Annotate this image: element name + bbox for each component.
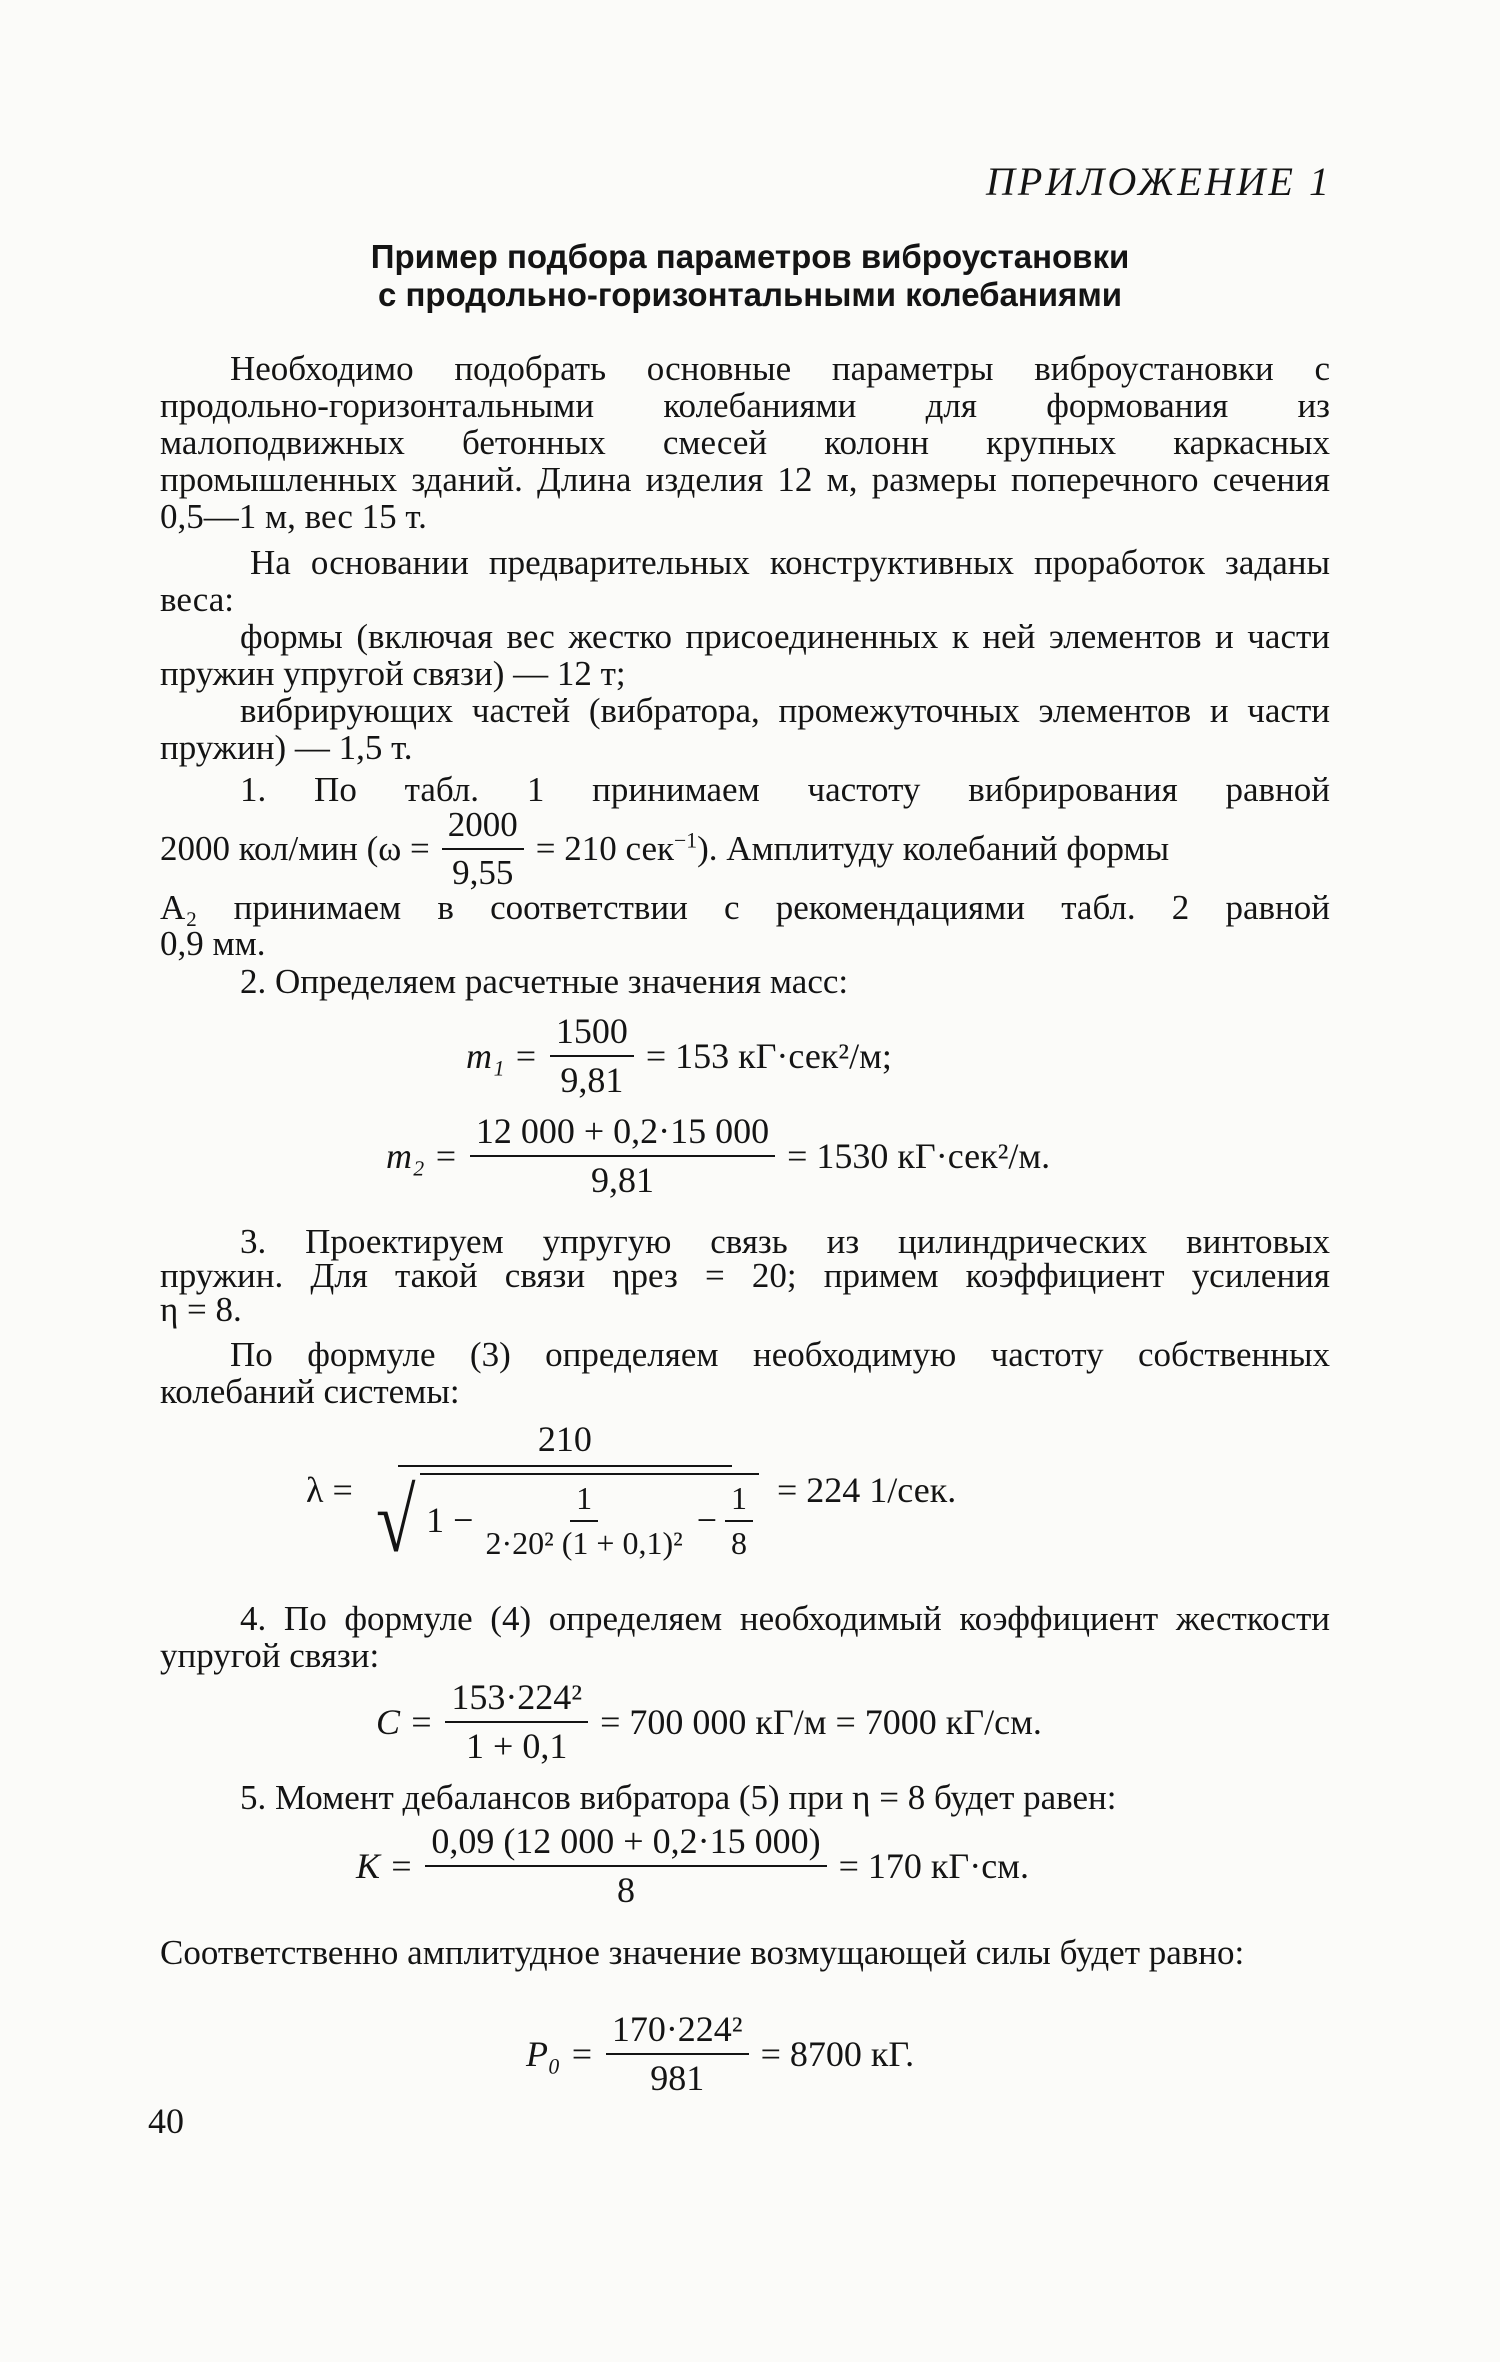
m1-denominator: 9,81 [560,1060,624,1101]
force-fraction [606,2008,749,2100]
lambda-denominator [365,1467,765,1571]
step3-line2: пружин. Для такой связи ηрез = 20; примем коэффициент усиления [160,1256,1330,1295]
m1-rhs: = 153 кГ·сек²/м; [645,1036,892,1077]
last-numerator: 1 [725,1479,753,1521]
section-title-line-2: с продольно-горизонтальными колебаниями [377,276,1123,313]
weight-form: формы (включая вес жестко присоединенных к ней элементов и части пружин упругой связи) — 12 т; [160,617,1330,693]
m2-formula [380,1110,1056,1202]
step3-line3: η = 8. [160,1290,242,1329]
radicand-minus: − [696,1499,717,1540]
force-formula [520,2008,920,2100]
force-numerator: 170·224² [606,2008,749,2055]
moment-rhs: = 170 кГ·см. [838,1846,1029,1887]
m2-lhs: m₂ = [386,1136,458,1177]
force-denominator: 981 [650,2058,705,2099]
m1-numerator: 1500 [550,1010,634,1057]
moment-lhs: K = [356,1846,414,1887]
radical-sign: √ [375,1471,416,1571]
moment-numerator: 0,09 (12 000 + 0,2·15 000) [425,1820,826,1867]
lambda-rhs: = 224 1/сек. [777,1469,957,1510]
moment-fraction [425,1820,826,1912]
step3-line1: 3. Проектируем упругую связь из цилиндрических винтовых [240,1222,1330,1261]
step1-amplitude-text: ). Амплитуду колебаний формы [697,829,1170,868]
section-title-line-1: Пример подбора параметров виброустановки [370,238,1130,275]
m1-fraction [550,1010,634,1102]
appendix-label: ПРИЛОЖЕНИЕ 1 [986,159,1332,204]
force-lhs: P₀ = [526,2034,594,2075]
stiffness-numerator: 153·224² [445,1676,588,1723]
omega-exponent: −1 [674,828,698,853]
inner-numerator: 1 [570,1479,598,1521]
m2-numerator: 12 000 + 0,2·15 000 [470,1110,775,1157]
step5-text: 5. Момент дебалансов вибратора (5) при η = 8 будет равен: [240,1778,1117,1817]
omega-denominator: 9,55 [452,853,514,892]
m1-lhs: m₁ = [466,1036,538,1077]
stiffness-formula [370,1676,1048,1768]
m1-formula [460,1010,898,1102]
step1-frequency-line [160,804,1330,894]
step1-freq-text: 2000 кол/мин (ω = [160,829,430,868]
lambda-numerator: 210 [398,1418,732,1467]
weights-intro: На основании предварительных конструктивных проработок заданы веса: [160,543,1330,619]
m2-denominator: 9,81 [590,1160,654,1201]
m2-fraction [470,1110,775,1202]
step4-text: 4. По формуле (4) определяем необходимый коэффициент жесткости упругой связи: [160,1599,1330,1675]
page-number: 40 [148,2101,184,2141]
step2-text: 2. Определяем расчетные значения масс: [240,962,849,1001]
step1-line1: 1. По табл. 1 принимаем частоту вибрирования равной [240,770,1330,809]
omega-numerator: 2000 [442,804,524,850]
stiffness-fraction [445,1676,588,1768]
lambda-formula [300,1418,962,1571]
inner-denominator: 2·20² (1 + 0,1)² [485,1524,683,1561]
square-root [371,1471,759,1571]
step1-line3: A₂ принимаем в соответствии с рекомендациями табл. 2 равной [160,888,1330,927]
inner-fraction [479,1479,688,1562]
step3-formula-ref: По формуле (3) определяем необходимую частоту собственных колебаний системы: [160,1335,1330,1411]
intro-paragraph: Необходимо подобрать основные параметры виброустановки с продольно-горизонтальными колебаниями для формования из малоподвижных бетонных смесей колонн крупных каркасных промышленных зданий. Длина изделия 12 м, размеры поперечного сечения 0,5—1 м, вес 15 т. [160,349,1330,536]
radicand-one: 1 − [426,1499,474,1540]
radicand [420,1473,759,1562]
last-fraction [725,1479,753,1562]
moment-denominator: 8 [616,1870,635,1911]
force-rhs: = 8700 кГ. [760,2034,915,2075]
force-text: Соответственно амплитудное значение возмущающей силы будет равно: [160,1933,1245,1972]
step1-line4: 0,9 мм. [160,924,266,963]
m2-rhs: = 1530 кГ·сек²/м. [787,1136,1051,1177]
stiffness-rhs: = 700 000 кГ/м = 7000 кГ/см. [600,1702,1042,1743]
omega-result: = 210 сек [535,829,674,868]
stiffness-denominator: 1 + 0,1 [466,1726,568,1767]
moment-formula [350,1820,1035,1912]
lambda-lhs: λ = [306,1469,353,1510]
last-denominator: 8 [731,1524,747,1561]
weight-vibrating: вибрирующих частей (вибратора, промежуточных элементов и части пружин) — 1,5 т. [160,691,1330,767]
omega-fraction [442,804,524,894]
lambda-fraction [365,1418,765,1571]
stiffness-lhs: C = [376,1702,434,1743]
